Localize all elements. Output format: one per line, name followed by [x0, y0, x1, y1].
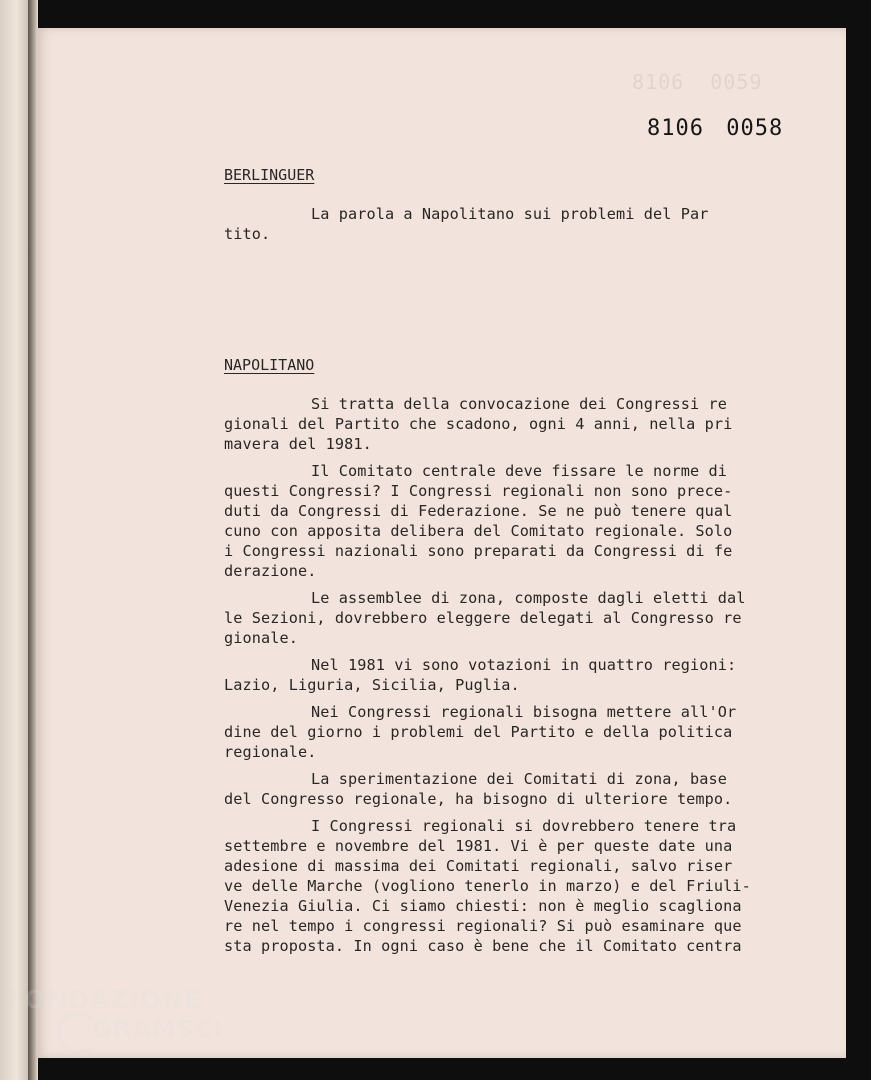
fondazione-gramsci-watermark	[4, 985, 234, 1065]
show-through-number: 8106 0059	[632, 70, 763, 94]
paragraph: La sperimentazione dei Comitati di zona, base del Congresso regionale, ha bisogno di ulteriore tempo.	[224, 770, 733, 808]
archive-number-stamp: 8106 0058	[647, 116, 784, 141]
speaker-berlinguer: BERLINGUER	[224, 166, 315, 184]
transcript-body	[224, 165, 784, 963]
paragraph: Si tratta della convocazione dei Congressi re gionali del Partito che scadono, ogni 4 anni, nella pri mavera del 1981.	[224, 395, 733, 453]
paragraph: Le assemblee di zona, composte dagli eletti dal le Sezioni, dovrebbero eleggere delegati al Congresso re gionale.	[224, 589, 746, 647]
paragraph: Il Comitato centrale deve fissare le norme di questi Congressi? I Congressi regionali non sono prece- duti da Congressi di Federazione. Se ne può tenere qual cuno con apposita delibera del Comitato regionale. Solo i Congressi nazionali sono preparati da Congressi di fe derazione.	[224, 462, 733, 580]
watermark-line2: GRAMSCI	[92, 1015, 224, 1043]
paragraph: La parola a Napolitano sui problemi del Par tito.	[224, 205, 709, 243]
speaker-napolitano: NAPOLITANO	[224, 356, 315, 374]
paragraph: I Congressi regionali si dovrebbero tenere tra settembre e novembre del 1981. Vi è per queste date una adesione di massima dei Comitati regionali, salvo riser ve delle Marche (vogliono tenerlo in marzo) e del Friuli- Venezia Giulia. Ci siamo chiesti: non è meglio scagliona re nel tempo i congressi regionali? Si può esaminare que sta proposta. In ogni caso è bene che il Comitato centra	[224, 817, 751, 955]
facing-page-edge	[0, 0, 30, 1080]
watermark-line1: FONDAZIONE	[6, 985, 203, 1014]
paragraph: Nei Congressi regionali bisogna mettere all'Or dine del giorno i problemi del Partito e della politica regionale.	[224, 703, 737, 761]
paragraph: Nel 1981 vi sono votazioni in quattro regioni: Lazio, Liguria, Sicilia, Puglia.	[224, 656, 737, 694]
